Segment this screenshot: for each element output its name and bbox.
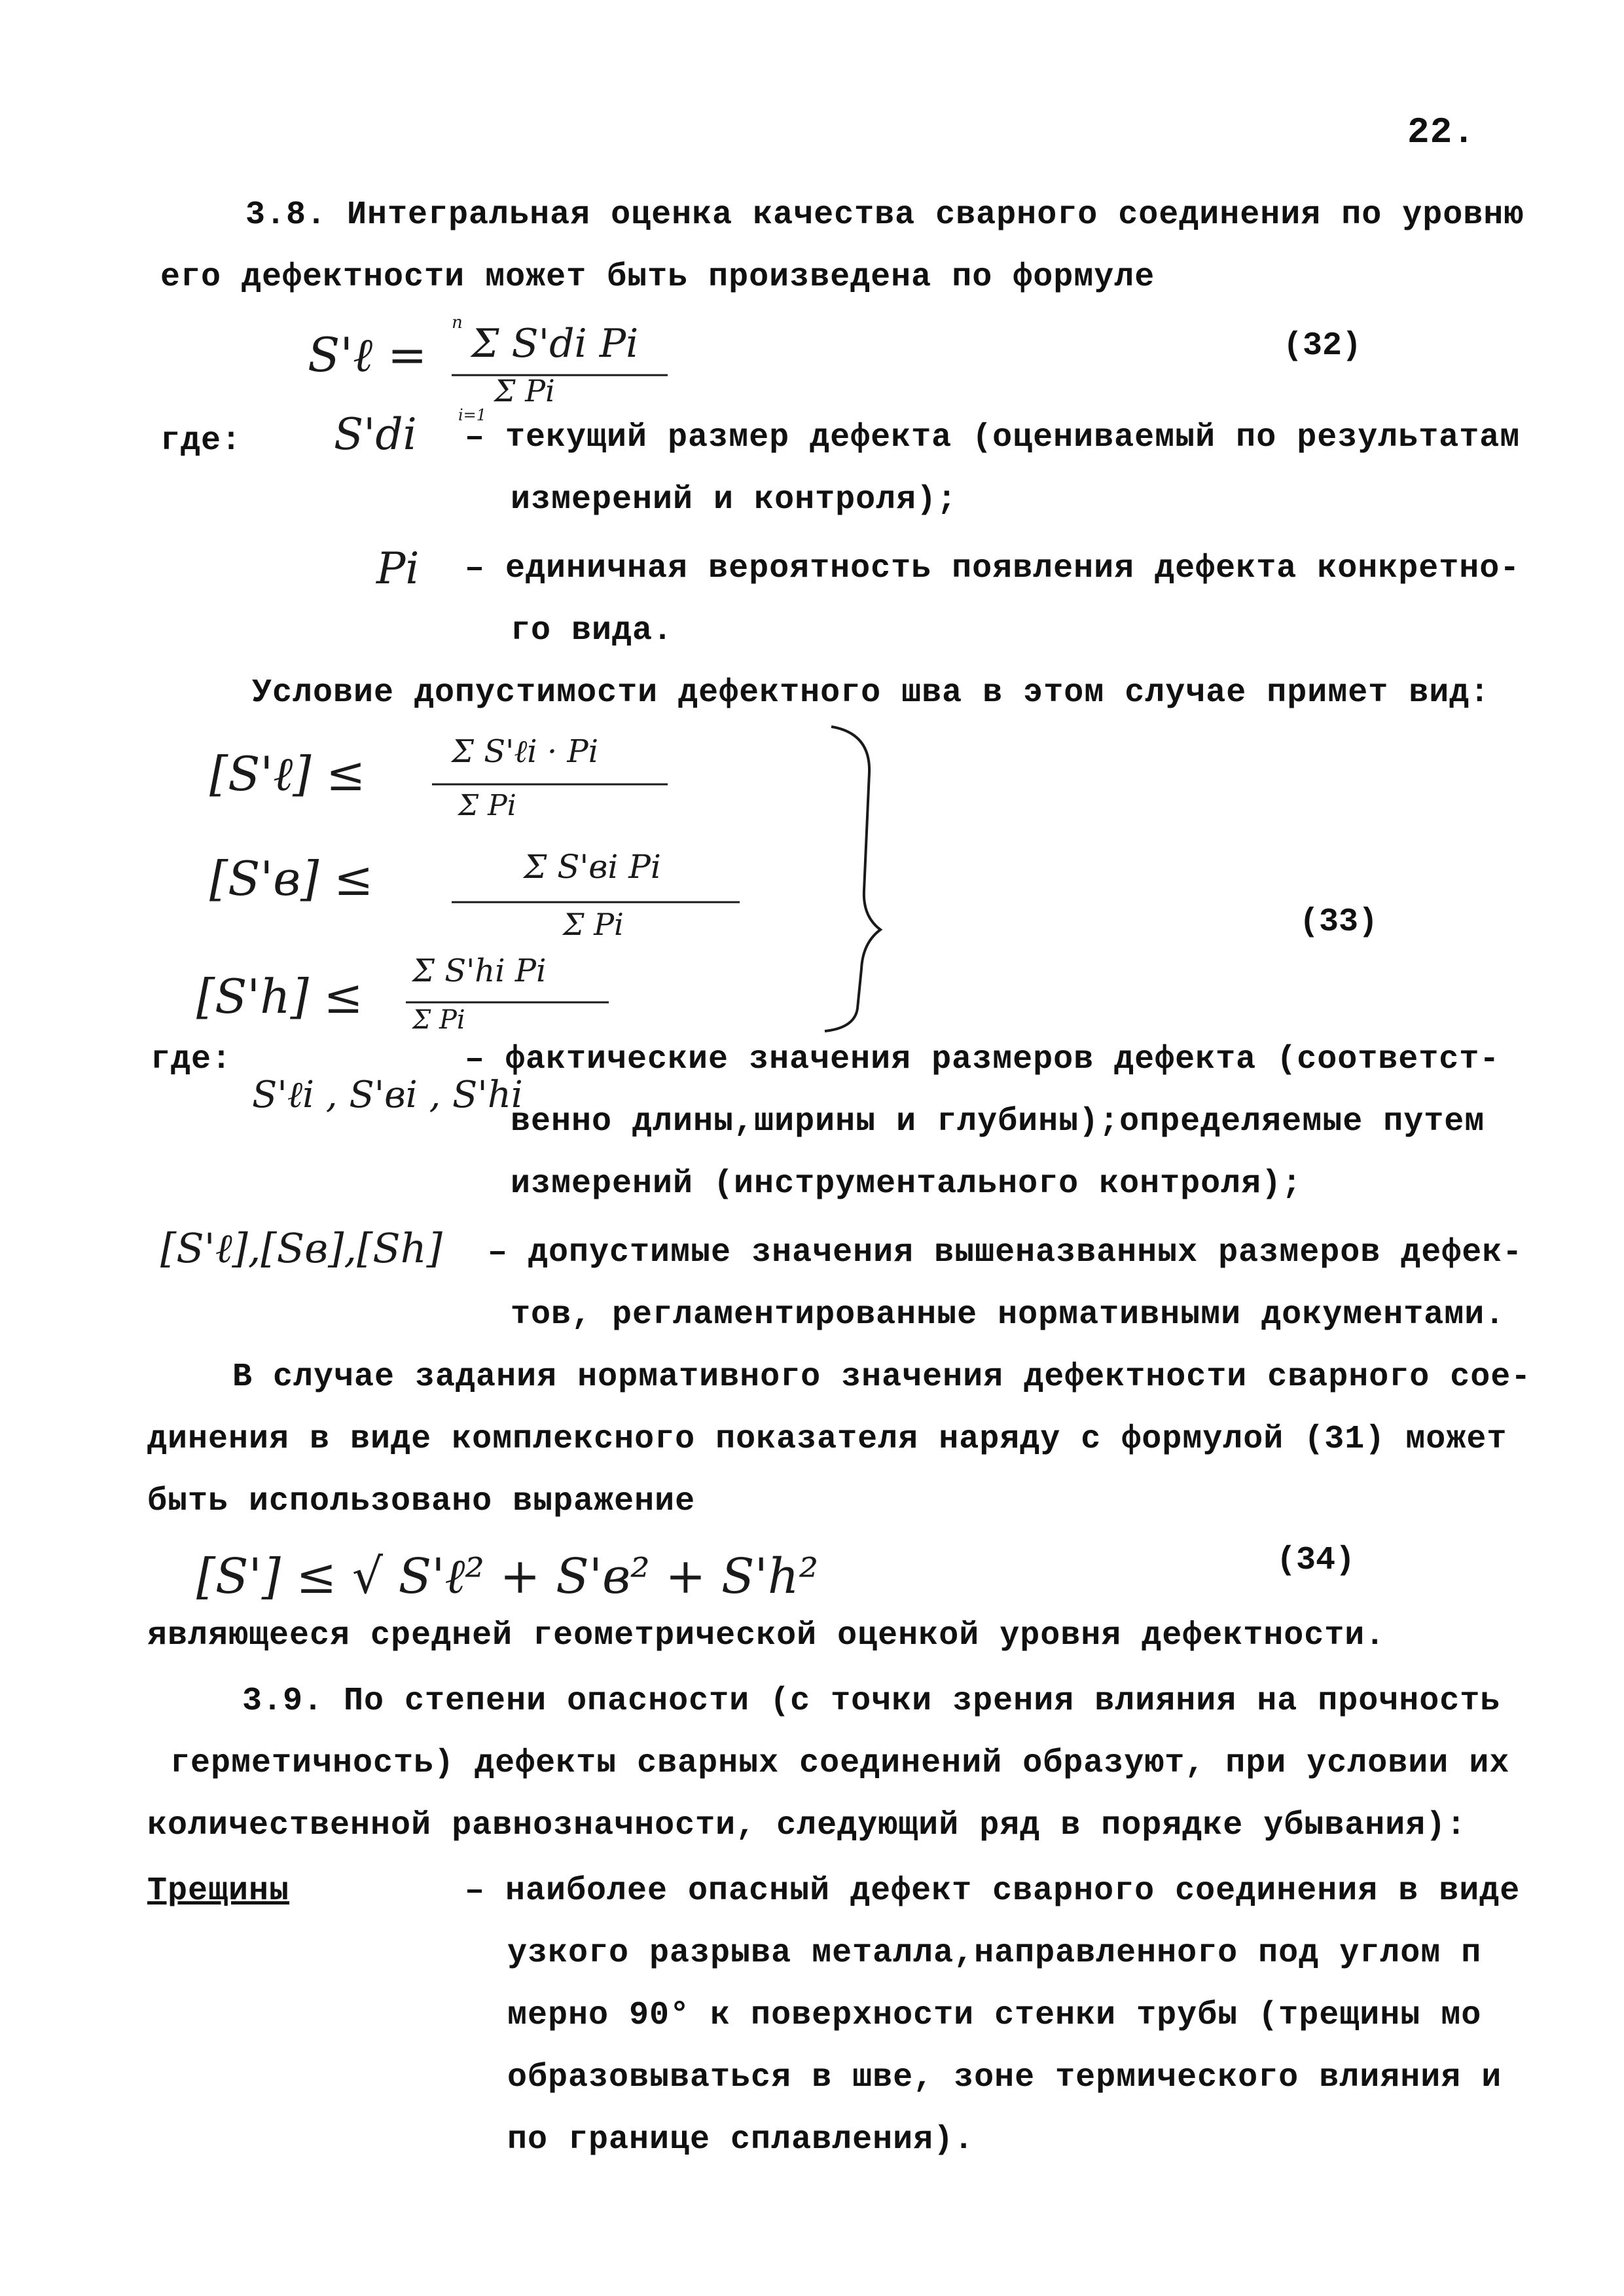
symbol-s-actual-sizes: S'ℓi , S'вi , S'hi: [252, 1074, 523, 1116]
equation-number-33: (33): [1299, 903, 1379, 941]
formula-33-row-2-denominator: Σ Pi: [563, 907, 624, 942]
formula-32-index-top: n: [452, 313, 463, 333]
formula-33-row-3-lhs: [S'h] ≤: [196, 969, 363, 1024]
formula-32-index-bottom: i=1: [458, 406, 487, 424]
cracks-definition-line-2: узкого разрыва металла,направленного под углом п: [507, 1935, 1482, 1972]
formula-33-row-2-fraction-bar: [452, 900, 759, 904]
formula-33-row-1-numerator: Σ S'ℓi · Pi: [452, 733, 599, 770]
symbol-allowed-sizes: [S'ℓ],[Sв],[Sh]: [160, 1224, 442, 1272]
definition-actual-sizes-line-2: венно длины,ширины и глубины);определяемые путем: [511, 1103, 1485, 1140]
paragraph-3-9-line-1: 3.9. По степени опасности (с точки зрения влияния на прочность: [242, 1683, 1501, 1720]
formula-34: [S'] ≤ √ S'ℓ² + S'в² + S'h²: [196, 1548, 819, 1605]
page-number: 22.: [1407, 111, 1475, 153]
equation-number-34: (34): [1276, 1542, 1356, 1579]
normative-paragraph-line-3: быть использовано выражение: [147, 1483, 696, 1520]
definition-s-di-line-2: измерений и контроля);: [511, 481, 958, 519]
definition-p-i-line-2: го вида.: [511, 612, 674, 649]
formula-32-fraction-bar: [452, 373, 687, 377]
formula-33-row-1-denominator: Σ Pi: [458, 789, 516, 822]
paragraph-3-9-line-3: количественной равнозначности, следующий ряд в порядке убывания):: [147, 1807, 1467, 1844]
after-formula-34: являющееся средней геометрической оценкой уровня дефектности.: [147, 1617, 1386, 1654]
equation-number-32: (32): [1283, 327, 1362, 365]
paragraph-3-9-line-2: герметичность) дефекты сварных соединений образуют, при условии их: [170, 1745, 1510, 1782]
formula-32-denominator: Σ Pi: [494, 373, 555, 409]
definition-p-i-line-1: – единичная вероятность появления дефекта конкретно-: [465, 550, 1521, 587]
formula-32-lhs: S'ℓ =: [308, 327, 427, 382]
formula-33-row-2-numerator: Σ S'вi Pi: [524, 848, 661, 886]
where-label-1: где:: [160, 422, 242, 460]
formula-33-brace: [812, 720, 890, 1034]
cracks-definition-line-5: по границе сплавления).: [507, 2121, 975, 2159]
normative-paragraph-line-1: В случае задания нормативного значения дефектности сварного сое-: [232, 1358, 1532, 1396]
formula-32-numerator: Σ S'di Pi: [471, 321, 639, 367]
cracks-definition-line-4: образовываться в шве, зоне термического влияния и: [507, 2059, 1502, 2096]
definition-actual-sizes-line-1: – фактические значения размеров дефекта (соответст-: [465, 1041, 1500, 1078]
normative-paragraph-line-2: динения в виде комплексного показателя наряду с формулой (31) может: [147, 1421, 1507, 1458]
cracks-definition-line-3: мерно 90° к поверхности стенки трубы (трещины мо: [507, 1997, 1482, 2034]
definition-allowed-sizes-line-2: тов, регламентированные нормативными документами.: [511, 1296, 1506, 1334]
paragraph-3-8-line-1: 3.8. Интегральная оценка качества сварного соединения по уровню: [245, 196, 1525, 234]
formula-33-row-1-lhs: [S'ℓ] ≤: [209, 746, 366, 801]
symbol-p-i: Pi: [376, 543, 420, 594]
definition-actual-sizes-line-3: измерений (инструментального контроля);: [511, 1165, 1303, 1203]
paragraph-3-8-line-2: его дефектности может быть произведена по формуле: [160, 259, 1155, 296]
where-label-2: где:: [151, 1041, 232, 1078]
formula-33-row-2-lhs: [S'в] ≤: [209, 851, 374, 906]
symbol-s-di: S'di: [334, 409, 417, 460]
formula-33-row-1-fraction-bar: [432, 782, 681, 786]
formula-33-row-3-denominator: Σ Pi: [412, 1005, 465, 1035]
condition-intro: Условие допустимости дефектного шва в этом случае примет вид:: [252, 674, 1490, 712]
cracks-definition-line-1: – наиболее опасный дефект сварного соединения в виде: [465, 1872, 1521, 1910]
definition-allowed-sizes-line-1: – допустимые значения вышеназванных размеров дефек-: [488, 1234, 1523, 1271]
formula-33-row-3-numerator: Σ S'hi Pi: [412, 953, 547, 989]
definition-s-di-line-1: – текущий размер дефекта (оцениваемый по результатам: [465, 419, 1521, 456]
term-cracks: Трещины: [147, 1872, 290, 1910]
formula-33-row-3-fraction-bar: [406, 1000, 622, 1004]
